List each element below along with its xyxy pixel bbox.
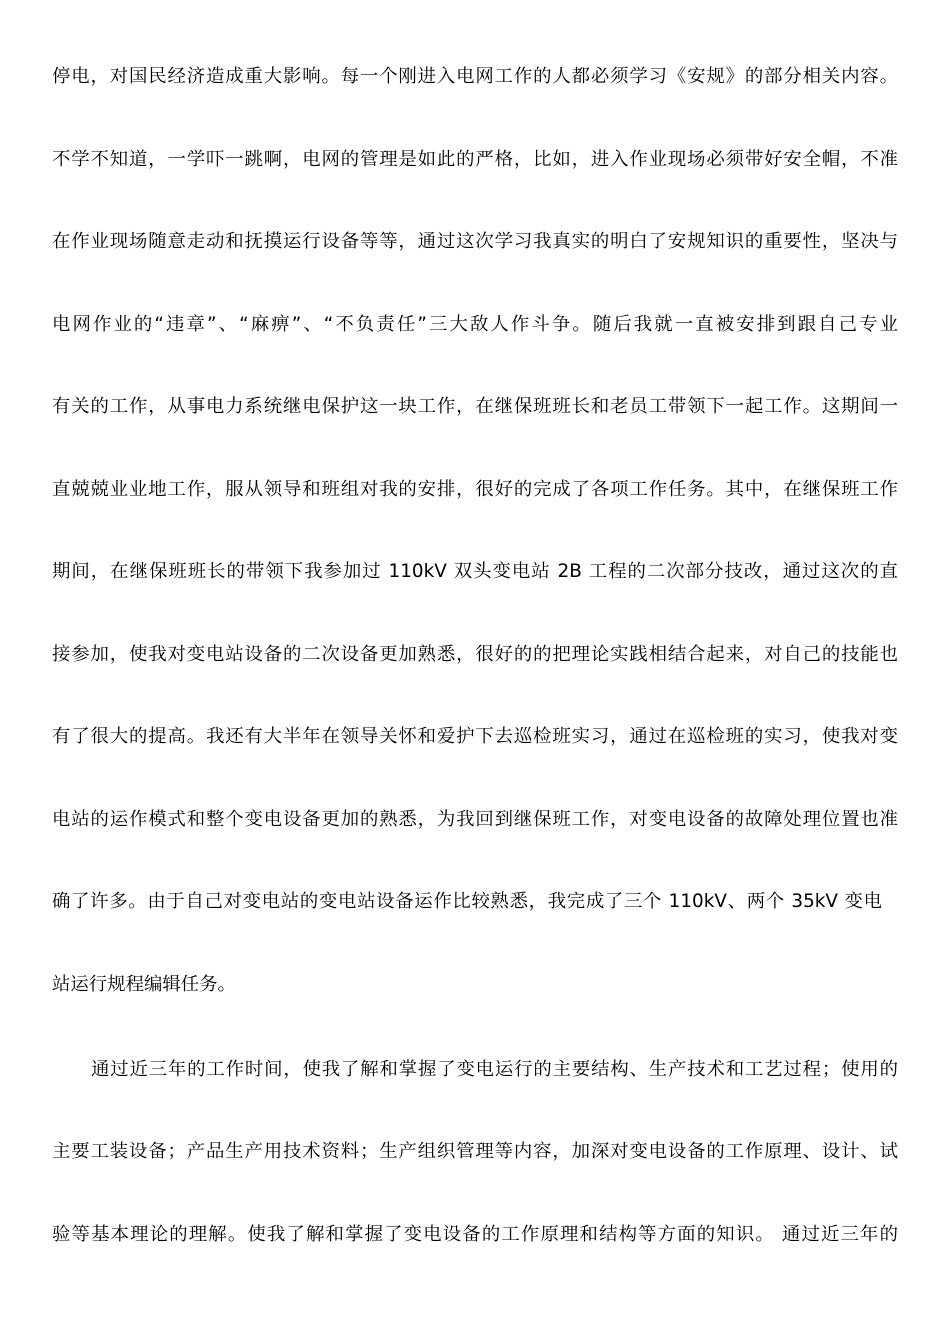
- text-line: 直兢兢业业地工作，服从领导和班组对我的安排，很好的完成了各项工作任务。其中，在继保班工作: [52, 479, 898, 500]
- text-line: 电站的运作模式和整个变电设备更加的熟悉，为我回到继保班工作，对变电设备的故障处理位置也准: [52, 809, 898, 830]
- paragraph-start-line: 通过近三年的工作时间，使我了解和掌握了变电运行的主要结构、生产技术和工艺过程；使用的: [91, 1059, 898, 1080]
- text-line: 主要工装设备；产品生产用技术资料；生产组织管理等内容，加深对变电设备的工作原理、设计、试: [52, 1141, 898, 1162]
- text-line: 有关的工作，从事电力系统继电保护这一块工作，在继保班班长和老员工带领下一起工作。这期间一: [52, 396, 898, 417]
- text-line: 电网作业的“违章”、“麻痹”、“不负责任”三大敌人作斗争。随后我就一直被安排到跟自己专业: [52, 314, 898, 335]
- text-line: 不学不知道，一学吓一跳啊，电网的管理是如此的严格，比如，进入作业现场必须带好安全帽，不准: [52, 149, 898, 170]
- text-line: 接参加，使我对变电站设备的二次设备更加熟悉，很好的的把理论实践相结合起来，对自己的技能也: [52, 644, 898, 665]
- text-line: 期间，在继保班班长的带领下我参加过 110kV 双头变电站 2B 工程的二次部分技改，通过这次的直: [52, 561, 898, 582]
- text-line: 验等基本理论的理解。使我了解和掌握了变电设备的工作原理和结构等方面的知识。 通过近三年的: [52, 1224, 898, 1245]
- text-line: 有了很大的提高。我还有大半年在领导关怀和爱护下去巡检班实习，通过在巡检班的实习，使我对变: [52, 726, 898, 747]
- text-line: 停电，对国民经济造成重大影响。每一个刚进入电网工作的人都必须学习《安规》的部分相关内容。: [52, 66, 898, 87]
- text-line: 在作业现场随意走动和抚摸运行设备等等，通过这次学习我真实的明白了安规知识的重要性，坚决与: [52, 231, 898, 252]
- text-line: 确了许多。由于自己对变电站的变电站设备运作比较熟悉，我完成了三个 110kV、两个 35kV 变电: [52, 891, 882, 912]
- text-line: 站运行规程编辑任务。: [52, 974, 236, 995]
